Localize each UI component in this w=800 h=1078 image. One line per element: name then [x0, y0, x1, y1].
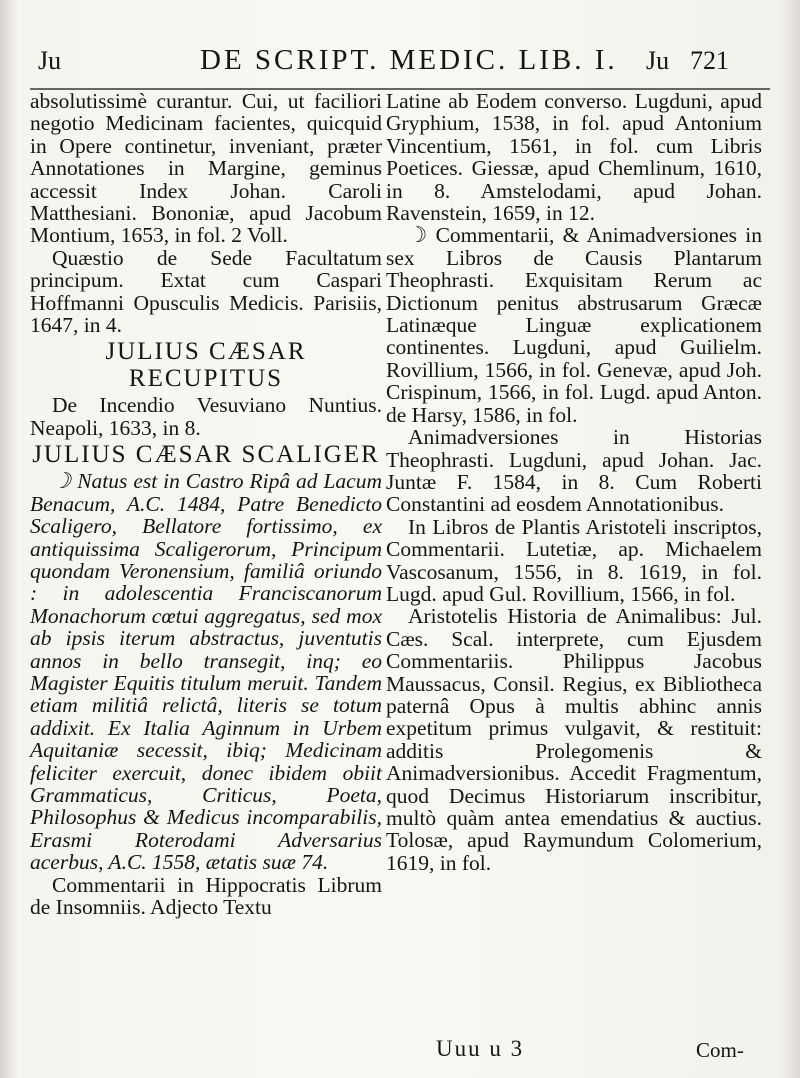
right-paragraph-5: Aristotelis Historia de Animalibus: Jul. Cæs. Scal. interprete, cum Ejusdem Commentariis. Philippus Jacobus Maussacus, Consil. Regius, ex Bibliotheca paternâ Opus à multis abhinc annis expetitum primus vulgavit, & restituit: additis Prolegomenis & Animadversionibus. Accedit Fragmentum, quod Decimus Historiarum inscribitur, multò quàm antea emendatius & auctius. Tolosæ, apud Raymundum Colomerium, 1619, in fol.	[386, 604, 762, 875]
author-heading-recupitus: JULIUS CÆSAR RECUPITUS	[105, 338, 307, 393]
header-title: DE SCRIPT. MEDIC. LIB. I.	[200, 44, 618, 76]
left-paragraph-3: De Incendio Vesuviano Nuntius. Neapoli, 1633, in 8.	[30, 393, 382, 440]
right-paragraph-3: Animadversiones in Historias Theophrasti. Lugduni, apud Johan. Jac. Juntæ F. 1584, in 8. Cum Roberti Constantini ad eosdem Annotationibus.	[386, 425, 762, 517]
header-left-mark: Ju	[38, 46, 62, 75]
running-header	[0, 44, 800, 88]
right-paragraph-4: In Libros de Plantis Aristoteli inscriptos, Commentarii. Lutetiæ, ap. Michaelem Vascosanum, 1556, in 8. 1619, in fol. Lugd. apud Gul. Rovillium, 1566, in fol.	[386, 514, 762, 606]
left-paragraph-2: Quæstio de Sede Facultatum principum. Extat cum Caspari Hoffmanni Opusculis Medicis. Parisiis, 1647, in 4.	[30, 245, 382, 338]
catchword: Com-	[696, 1038, 744, 1062]
left-paragraph-1: absolutissimè curantur. Cui, ut faciliori negotio Medicinam facientes, quicquid in Opere continetur, inveniant, præter Annotationes in Margine, geminus accessit Index Johan. Caroli Matthesiani. Bononiæ, apud Jacobum Montium, 1653, in fol. 2 Voll.	[30, 89, 382, 248]
biography-paragraph: ☽ Natus est in Castro Ripâ ad Lacum Benacum, A.C. 1484, Patre Benedicto Scaligero, Bellatore fortissimo, ex antiquissima Scaligerorum, Principum quondam Veronensium, familiâ oriundo : in adolescentia Franciscanorum Monachorum cœtui aggregatus, sed mox ab ipsis iterum abstractus, juventutis annos in bello transegit, inq; eo Magister Equitis titulum meruit. Tandem etiam militiâ relictâ, literis se totum addixit. Ex Italia Aginnum in Urbem Aquitaniæ secessit, ibiq; Medicinam feliciter exercuit, donec ibidem obiit Grammaticus, Criticus, Poeta, Philosophus & Medicus incomparabilis, Erasmi Roterodami Adversarius acerbus, A.C. 1558, ætatis suæ 74.	[30, 469, 382, 875]
author-heading-scaliger: JULIUS CÆSAR SCALIGER	[32, 441, 380, 469]
page-number: 721	[690, 46, 729, 75]
left-paragraph-5: Commentarii in Hippocratis Librum de Insomniis. Adjecto Textu	[30, 872, 382, 919]
header-right-mark: Ju	[646, 46, 670, 75]
left-column	[30, 90, 382, 918]
right-paragraph-1: Latine ab Eodem converso. Lugduni, apud Gryphium, 1538, in fol. apud Antonium Vincentium, 1561, in fol. cum Libris Poetices. Giessæ, apud Chemlinum, 1610, in 8. Amstelodami, apud Johan. Ravenstein, 1659, in 12.	[386, 89, 762, 226]
signature-mark: Uuu u 3	[436, 1036, 525, 1061]
right-column	[386, 90, 762, 874]
right-paragraph-2: ☽ Commentarii, & Animadversiones in sex Libros de Causis Plantarum Theophrasti. Exquisitam Rerum ac Dictionum penitus abstrusarum Græcæ Latinæque Linguæ explicationem continentes. Lugduni, apud Guilielm. Rovillium, 1566, in fol. Genevæ, apud Joh. Crispinum, 1566, in fol. Lugd. apud Anton. de Harsy, 1586, in fol.	[386, 223, 762, 427]
